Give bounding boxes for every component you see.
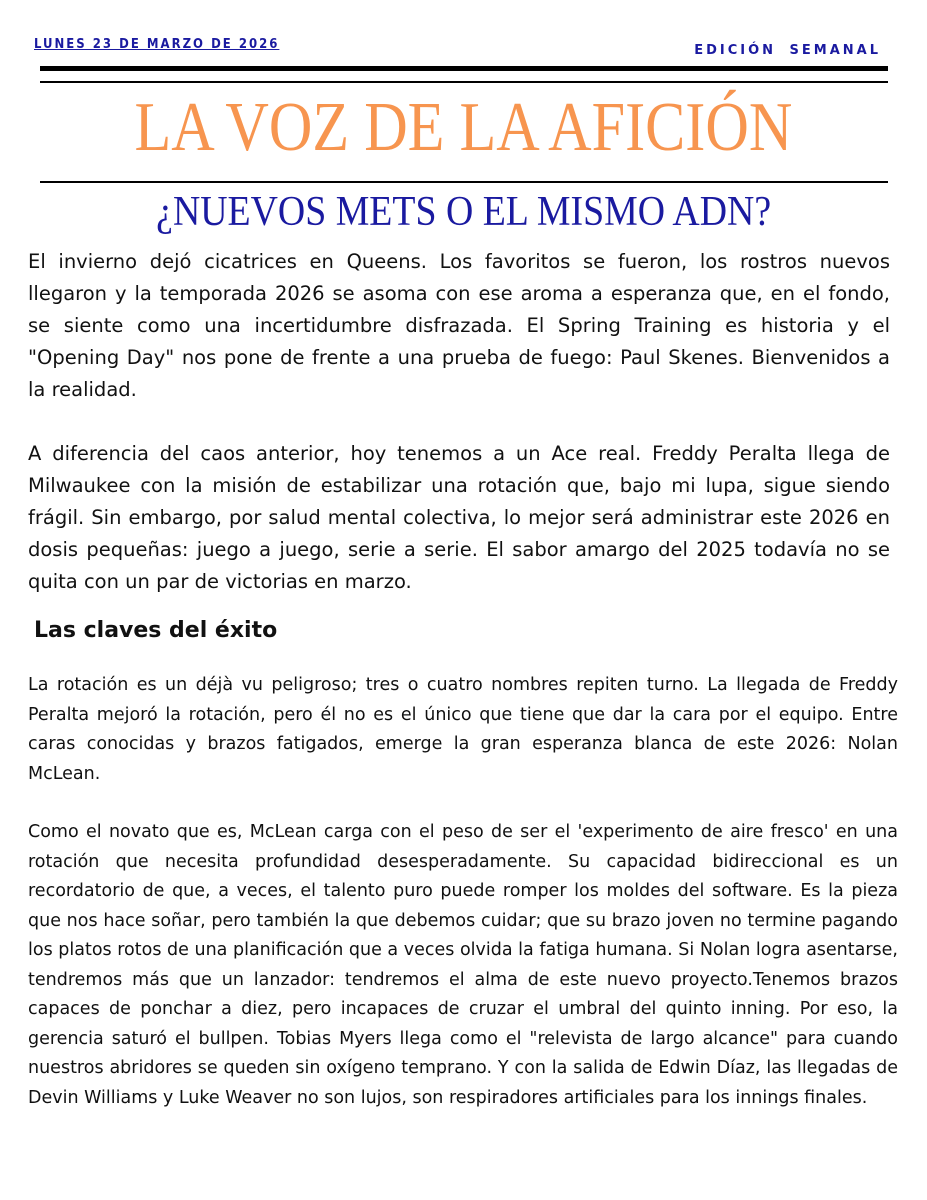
- issue-date: LUNES 23 DE MARZO DE 2026: [34, 37, 280, 52]
- body-paragraph: Como el novato que es, McLean carga con el peso de ser el 'experimento de aire fresco' en una rotación que necesita profundidad desesperadamente. Su capacidad bidireccional es un recordatorio de que, a veces, el talento puro puede romper los moldes del software. Es la pieza que nos hace soñar, pero también la que debemos cuidar; que su brazo joven no termine pagando los platos rotos de una planificación que a veces olvida la fatiga humana. Si Nolan logra asentarse, tendremos más que un lanzador: tendremos el alma de este nuevo proyecto.Tenemos brazos capaces de ponchar a diez, pero incapaces de cruzar el umbral del quinto inning. Por eso, la gerencia saturó el bullpen. Tobias Myers llega como el "relevista de largo alcance" para cuando nuestros abridores se queden sin oxígeno temprano. Y con la salida de Edwin Díaz, las llegadas de Devin Williams y Luke Weaver no son lujos, son respiradores artificiales para los innings finales.: [28, 822, 898, 1108]
- body-paragraph: La rotación es un déjà vu peligroso; tres o cuatro nombres repiten turno. La llegada de Freddy Peralta mejoró la rotación, pero él no es el único que tiene que dar la cara por el equipo. Entre caras conocidas y brazos fatigados, emerge la gran esperanza blanca de este 2026: Nolan McLean.: [28, 675, 898, 784]
- divider: [40, 181, 888, 183]
- article-headline: ¿NUEVOS METS O EL MISMO ADN?: [156, 189, 771, 235]
- section-heading: Las claves del éxito: [34, 618, 278, 643]
- divider-thick: [40, 66, 888, 71]
- edition-label: EDICIÓN SEMANAL: [694, 43, 881, 58]
- intro-paragraph: El invierno dejó cicatrices en Queens. Los favoritos se fueron, los rostros nuevos llegaron y la temporada 2026 se asoma con ese aroma a esperanza que, en el fondo, se siente como una incertidumbre disfrazada. El Spring Training es historia y el "Opening Day" nos pone de frente a una prueba de fuego: Paul Skenes. Bienvenidos a la realidad.: [28, 250, 890, 401]
- divider: [40, 81, 888, 83]
- masthead-title: LA VOZ DE LA AFICIÓN: [134, 89, 793, 166]
- intro-paragraph: A diferencia del caos anterior, hoy tenemos a un Ace real. Freddy Peralta llega de Milwaukee con la misión de estabilizar una rotación que, bajo mi lupa, sigue siendo frágil. Sin embargo, por salud mental colectiva, lo mejor será administrar este 2026 en dosis pequeñas: juego a juego, serie a serie. El sabor amargo del 2025 todavía no se quita con un par de victorias en marzo.: [28, 442, 890, 593]
